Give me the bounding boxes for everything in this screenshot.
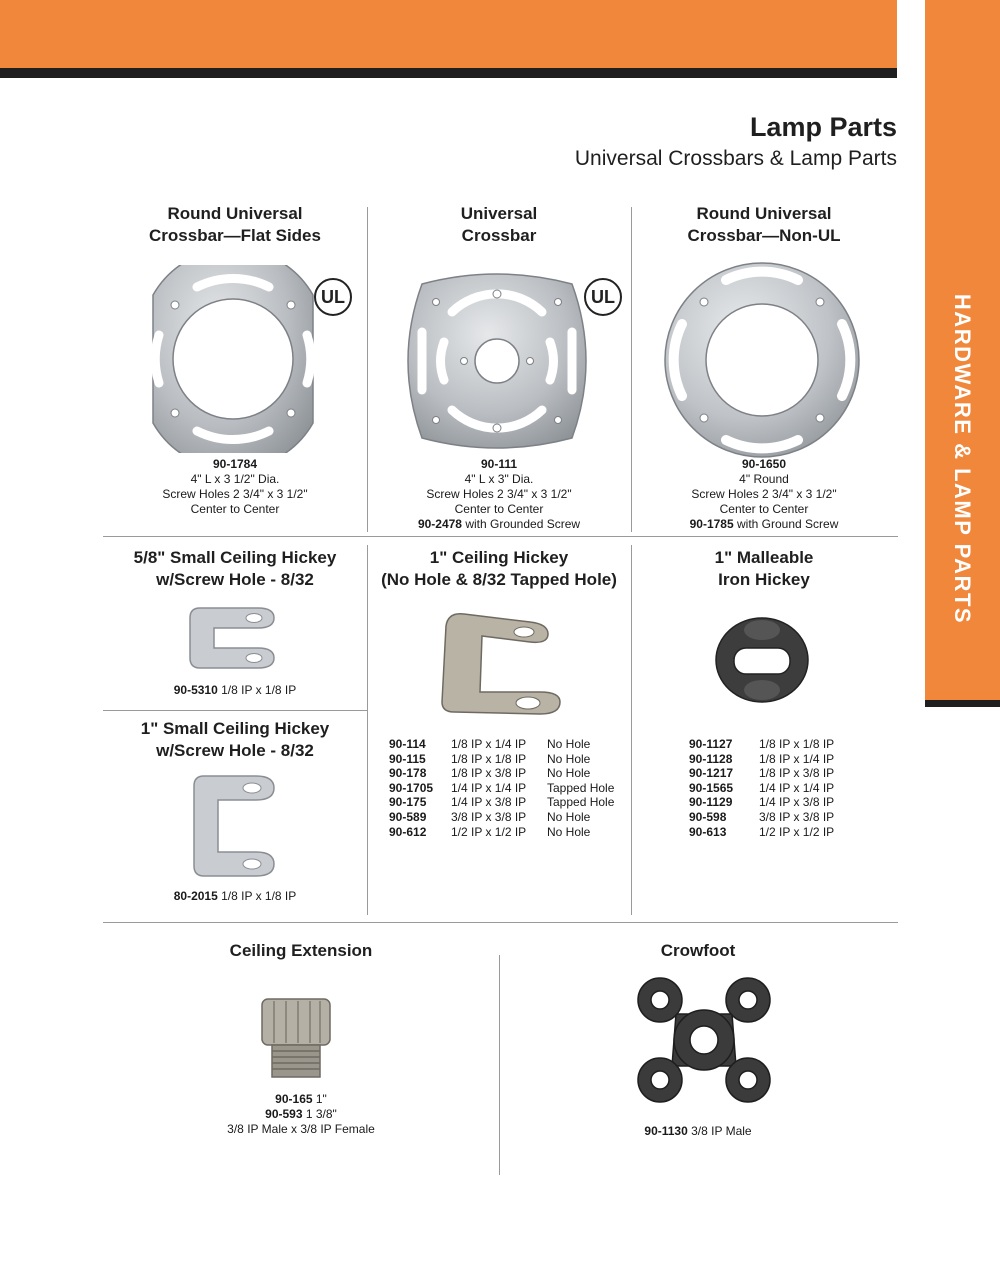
caption-line: with Grounded Screw <box>461 517 581 531</box>
table-row <box>689 737 859 752</box>
table-cell-code: 90-1217 <box>689 766 734 781</box>
table-cell-size: 1/8 IP x 1/4 IP <box>451 737 527 751</box>
table-cell-code: 90-1127 <box>689 737 733 751</box>
caption-line: 1/8 IP x 1/8 IP <box>217 683 297 697</box>
header-black-rule <box>0 68 897 78</box>
caption-line: Screw Holes 2 3/4" x 3 1/2" <box>426 487 572 501</box>
table-cell-code: 90-613 <box>689 824 727 839</box>
crossbar-non-ul-heading <box>631 203 897 247</box>
table-cell-hole: No Hole <box>547 737 591 751</box>
page-subtitle: Universal Crossbars & Lamp Parts <box>574 147 897 170</box>
divider-vertical <box>499 955 500 1175</box>
ul-listed-icon: UL <box>584 278 622 316</box>
caption-line: 4" L x 3" Dia. <box>464 472 534 486</box>
table-cell-size: 1/4 IP x 1/4 IP <box>759 780 835 795</box>
small-hickey-1-heading <box>103 718 367 762</box>
divider-horizontal <box>103 710 367 711</box>
table-row <box>389 781 627 796</box>
table-cell-hole: Tapped Hole <box>547 780 615 795</box>
heading-line: 1" Malleable <box>714 548 814 567</box>
caption-line: 1" <box>312 1092 327 1106</box>
part-number: 90-165 <box>275 1092 313 1106</box>
header-orange-band <box>0 0 897 68</box>
table-cell-code: 90-589 <box>389 809 427 824</box>
part-number: 90-593 <box>265 1107 303 1121</box>
heading-line: Round Universal <box>167 204 303 223</box>
small-hickey-1-caption <box>103 889 367 904</box>
crossbar-flat-sides-photo <box>135 265 331 453</box>
caption-line: 3/8 IP Male x 3/8 IP Female <box>227 1122 375 1136</box>
heading-line: w/Screw Hole - 8/32 <box>156 741 314 760</box>
caption-line: Center to Center <box>719 502 809 516</box>
table-row <box>689 810 859 825</box>
heading-line: 1" Ceiling Hickey <box>429 548 569 567</box>
ceiling-hickey-table <box>389 737 627 839</box>
divider-horizontal <box>103 536 898 537</box>
table-cell-hole: Tapped Hole <box>547 795 615 810</box>
caption-line: with Ground Screw <box>733 517 839 531</box>
heading-line: Crossbar—Non-UL <box>687 226 841 245</box>
table-cell-size: 1/8 IP x 1/8 IP <box>759 737 835 751</box>
crowfoot-photo <box>632 970 776 1110</box>
small-hickey-1-photo <box>190 770 280 882</box>
part-number: 90-1785 <box>689 517 734 531</box>
caption-line: 4" Round <box>739 472 789 486</box>
table-row <box>389 795 627 810</box>
table-cell-size: 1/8 IP x 3/8 IP <box>451 766 527 781</box>
crowfoot-heading: Crowfoot <box>660 941 736 960</box>
table-cell-size: 1/4 IP x 3/8 IP <box>759 795 835 810</box>
heading-line: 5/8" Small Ceiling Hickey <box>133 548 337 567</box>
universal-crossbar-heading <box>367 203 631 247</box>
part-number: 90-1784 <box>212 457 258 471</box>
ceiling-hickey-photo <box>436 606 568 720</box>
heading-line: (No Hole & 8/32 Tapped Hole) <box>381 570 617 589</box>
table-cell-hole: No Hole <box>547 751 591 766</box>
table-cell-size: 1/2 IP x 1/2 IP <box>451 824 527 839</box>
table-cell-hole: No Hole <box>547 824 591 839</box>
table-cell-code: 90-1129 <box>689 795 733 810</box>
universal-crossbar-caption <box>367 457 631 532</box>
ceiling-extension-photo <box>258 995 334 1081</box>
table-cell-code: 90-114 <box>389 737 426 751</box>
table-row <box>689 752 859 767</box>
crossbar-non-ul-photo <box>662 260 862 460</box>
caption-line: Center to Center <box>190 502 280 516</box>
crossbar-flat-sides-heading <box>103 203 367 247</box>
table-row <box>689 781 859 796</box>
divider-vertical <box>631 545 632 915</box>
crowfoot-caption <box>499 1124 897 1139</box>
table-cell-code: 90-1128 <box>689 751 733 766</box>
heading-line: Round Universal <box>696 204 832 223</box>
table-cell-code: 90-175 <box>389 795 427 810</box>
table-row <box>389 752 627 767</box>
part-number: 90-111 <box>480 457 518 471</box>
universal-crossbar-photo <box>392 272 602 450</box>
table-cell-code: 90-612 <box>389 824 427 839</box>
ceiling-extension-caption <box>103 1092 499 1137</box>
table-cell-size: 1/8 IP x 1/8 IP <box>451 751 527 766</box>
table-cell-hole: No Hole <box>547 809 591 824</box>
heading-line: w/Screw Hole - 8/32 <box>156 570 314 589</box>
table-cell-size: 1/8 IP x 3/8 IP <box>759 766 835 781</box>
table-row <box>389 766 627 781</box>
table-row <box>389 737 627 752</box>
part-number: 80-2015 <box>173 889 218 903</box>
malleable-hickey-photo <box>712 614 812 706</box>
heading-line: Iron Hickey <box>718 570 810 589</box>
heading-line: Crossbar <box>461 226 537 245</box>
part-number: 90-1650 <box>741 457 787 471</box>
small-hickey-58-heading <box>103 547 367 591</box>
table-row <box>389 810 627 825</box>
table-cell-size: 1/8 IP x 1/4 IP <box>759 751 835 766</box>
divider-horizontal <box>103 922 898 923</box>
table-cell-code: 90-1565 <box>689 780 734 795</box>
malleable-hickey-table <box>689 737 859 839</box>
crossbar-non-ul-caption <box>631 457 897 532</box>
part-number: 90-5310 <box>173 683 218 697</box>
table-cell-code: 90-1705 <box>389 780 434 795</box>
table-row <box>389 825 627 840</box>
table-cell-size: 1/2 IP x 1/2 IP <box>759 824 835 839</box>
caption-line: Screw Holes 2 3/4" x 3 1/2" <box>162 487 308 501</box>
small-hickey-58-caption <box>103 683 367 698</box>
table-cell-code: 90-178 <box>389 766 427 781</box>
table-row <box>689 825 859 840</box>
caption-line: Screw Holes 2 3/4" x 3 1/2" <box>691 487 837 501</box>
table-cell-size: 1/4 IP x 3/8 IP <box>451 795 527 810</box>
table-row <box>689 795 859 810</box>
caption-line: 1 3/8" <box>302 1107 337 1121</box>
malleable-hickey-heading <box>631 547 897 591</box>
ul-listed-icon: UL <box>314 278 352 316</box>
page-title: Lamp Parts <box>749 112 897 142</box>
side-tab-label: HARDWARE & LAMP PARTS <box>950 293 975 625</box>
caption-line: 3/8 IP Male <box>687 1124 752 1138</box>
caption-line: 4" L x 3 1/2" Dia. <box>190 472 280 486</box>
part-number: 90-1130 <box>644 1124 688 1138</box>
divider-vertical <box>367 545 368 915</box>
crossbar-flat-sides-caption <box>103 457 367 517</box>
heading-line: Crossbar—Flat Sides <box>149 226 321 245</box>
table-cell-size: 3/8 IP x 3/8 IP <box>451 809 527 824</box>
caption-line: Center to Center <box>454 502 544 516</box>
table-cell-code: 90-115 <box>389 751 426 766</box>
small-hickey-58-photo <box>186 600 282 676</box>
part-number: 90-2478 <box>417 517 462 531</box>
table-cell-size: 1/4 IP x 1/4 IP <box>451 780 527 795</box>
table-cell-code: 90-598 <box>689 809 727 824</box>
side-tab-rule <box>925 700 1000 707</box>
table-cell-hole: No Hole <box>547 766 591 781</box>
table-row <box>689 766 859 781</box>
table-cell-size: 3/8 IP x 3/8 IP <box>759 809 835 824</box>
caption-line: 1/8 IP x 1/8 IP <box>217 889 297 903</box>
heading-line: Universal <box>460 204 538 223</box>
ceiling-hickey-heading <box>367 547 631 591</box>
heading-line: 1" Small Ceiling Hickey <box>140 719 330 738</box>
ceiling-extension-heading: Ceiling Extension <box>229 941 373 960</box>
